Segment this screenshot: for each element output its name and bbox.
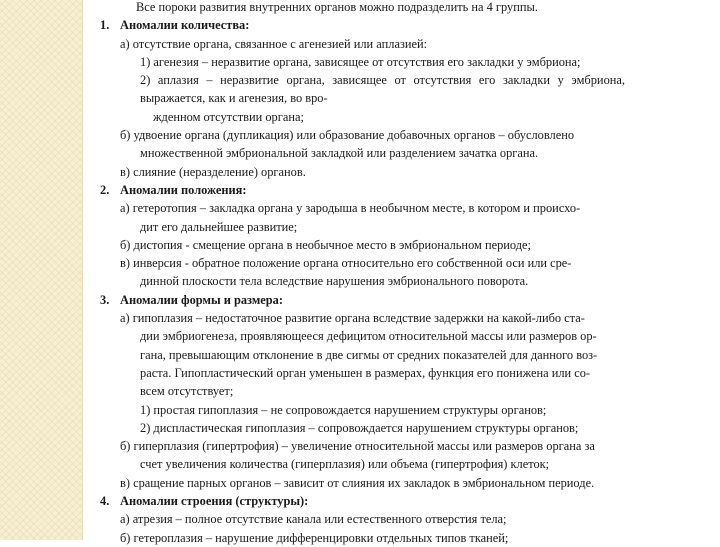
list-item: б) гетероплазия – нарушение дифференцировки отдельных типов тканей; — [120, 530, 509, 545]
document-body — [100, 0, 625, 547]
decorative-left-band — [0, 0, 82, 540]
list-subitem: 1) агенезия – неразвитие органа, зависящее от отсутствия его закладки у эмбриона; — [140, 54, 581, 69]
list-item-continuation: дии эмбриогенеза, проявляющееся дефицитом относительной массы или размеров ор- — [140, 329, 597, 344]
section-number: 3. — [100, 292, 110, 307]
list-item-continuation: счет увеличения количества (гиперплазия) или объема (гипертрофия) клеток; — [140, 457, 550, 472]
section-number: 2. — [100, 182, 110, 197]
list-item-continuation: дит его дальнейшее развитие; — [140, 219, 298, 234]
list-item-continuation: динной плоскости тела вследствие нарушения эмбрионального поворота. — [140, 274, 529, 289]
list-subitem: 1) простая гипоплазия – не сопровождается нарушением структуры органов; — [140, 402, 547, 417]
list-item: б) дистопия - смещение органа в необычное место в эмбриональном периоде; — [120, 237, 532, 252]
list-item: б) удвоение органа (дупликация) или образование добавочных органов – обусловлено — [120, 128, 575, 143]
list-subitem: 2) диспластическая гипоплазия – сопровождается нарушением структуры органов; — [140, 420, 579, 435]
intro-text: Все пороки развития внутренних органов можно подразделить на 4 группы. — [136, 0, 538, 14]
section-heading — [100, 16, 625, 34]
list-item: в) сращение парных органов – зависит от слияния их закладок в эмбриональном периоде. — [120, 475, 595, 490]
section-title: Аномалии положения: — [120, 182, 247, 197]
list-item: а) атрезия – полное отсутствие канала или естественного отверстия тела; — [120, 512, 507, 527]
list-item-continuation: раста. Гипопластический орган уменьшен в размерах, функция его понижена или со- — [140, 365, 591, 380]
list-subitem: 2) аплазия – неразвитие органа, зависящее от отсутствия его закладки у эмбриона, выражается, как и агенезия, во вро- — [140, 73, 625, 106]
section-number: 1. — [100, 18, 110, 33]
section-title: Аномалии строения (структуры): — [120, 494, 309, 509]
list-item: а) гипоплазия – недостаточное развитие органа вследствие задержки на какой-либо ста- — [120, 311, 585, 326]
section-number: 4. — [100, 494, 110, 509]
list-item: в) инверсия - обратное положение органа относительно его собственной оси или сре- — [120, 256, 572, 271]
list-item-continuation: множественной эмбриональной закладкой или разделением зачатка органа. — [140, 146, 539, 161]
section-heading — [100, 291, 625, 309]
list-item: б) гиперплазия (гипертрофия) – увеличение относительной массы или размеров органа за — [120, 439, 595, 454]
list-item: в) слияние (неразделение) органов. — [120, 164, 306, 179]
section-heading — [100, 181, 625, 199]
list-subitem-continuation: жденном отсутствии органа; — [153, 109, 304, 124]
list-item: а) гетеротопия – закладка органа у зародыша в необычном месте, в котором и происхо- — [120, 201, 581, 216]
section-heading — [100, 492, 625, 510]
list-item-continuation: гана, превышающим отклонение в две сигмы от средних показателей для данного воз- — [140, 347, 598, 362]
list-item: а) отсутствие органа, связанное с агенезией или аплазией: — [120, 36, 428, 51]
section-title: Аномалии количества: — [120, 18, 250, 33]
section-title: Аномалии формы и размера: — [120, 292, 283, 307]
list-item-continuation: всем отсутствует; — [140, 384, 234, 399]
left-divider — [82, 0, 83, 540]
